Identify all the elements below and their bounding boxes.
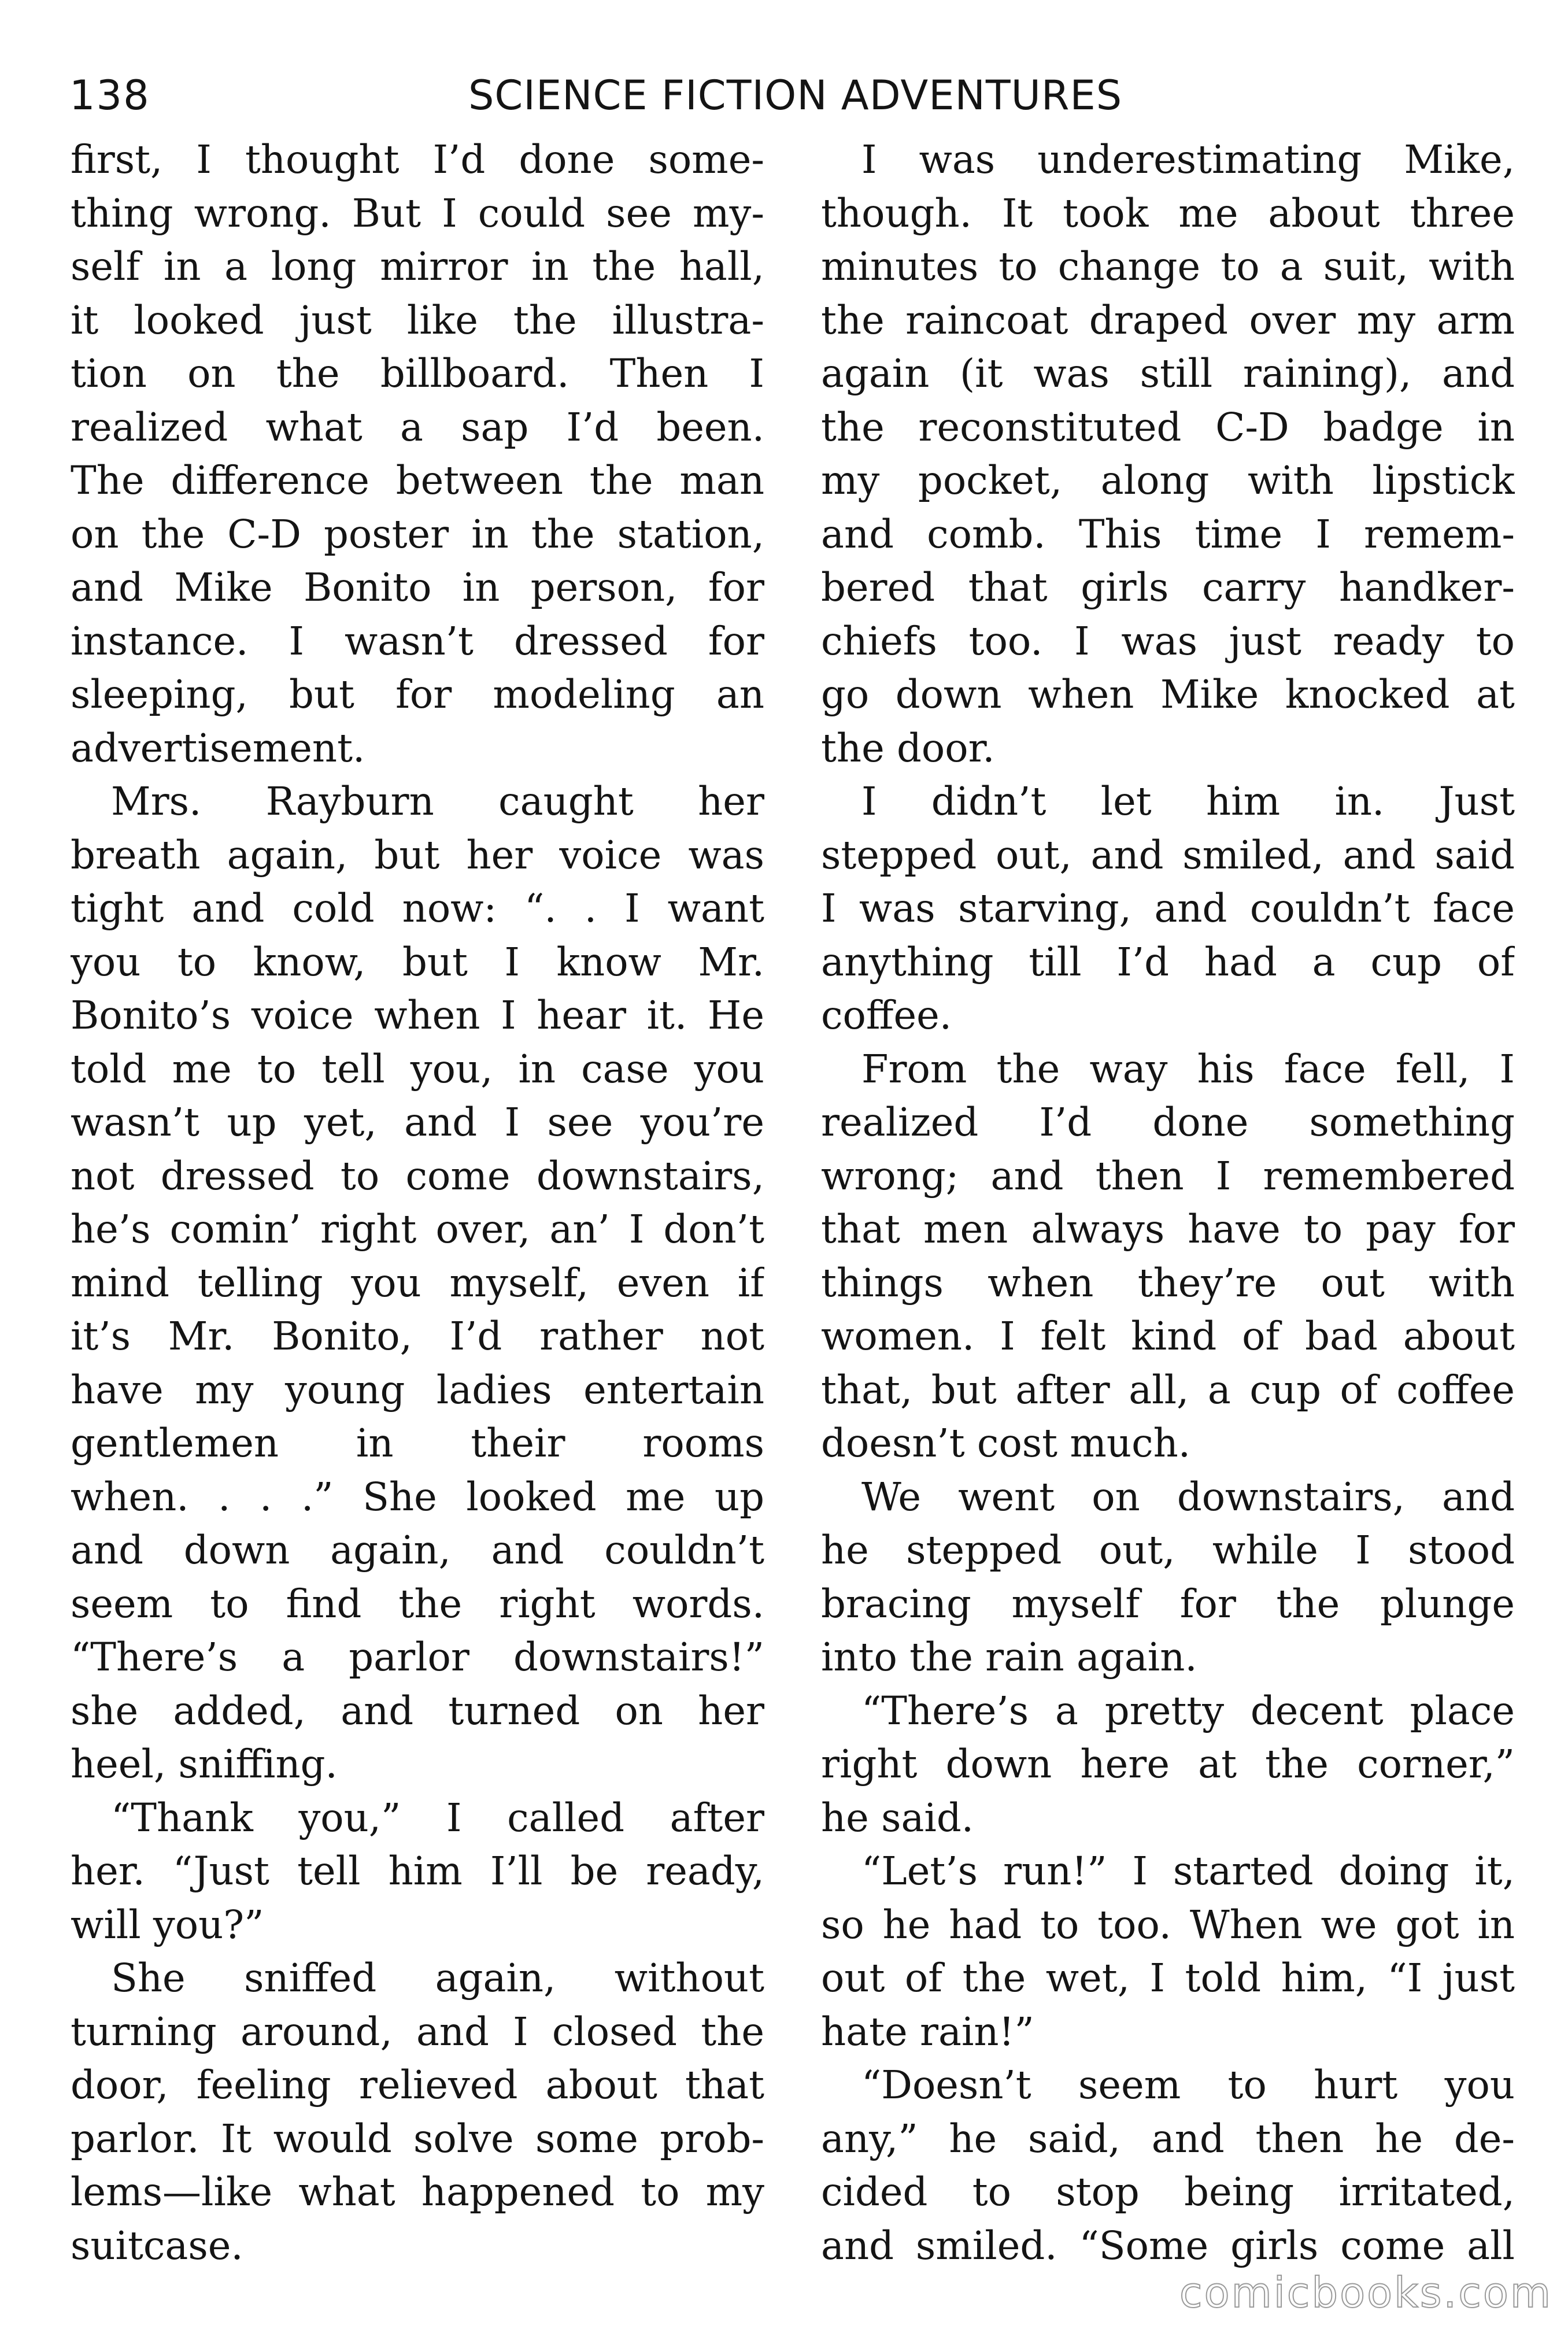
text-line: things when they’re out with (821, 1260, 1515, 1306)
text-line: hate rain!” (821, 2009, 1034, 2054)
text-line: sleeping, but for modeling an (71, 672, 764, 717)
text-line: “Thank you,” I called after (111, 1795, 764, 1840)
text-line: chiefs too. I was just ready to (821, 618, 1515, 664)
text-line: my pocket, along with lipstick (821, 458, 1515, 503)
text-line: I was underestimating Mike, (861, 137, 1515, 182)
running-title: SCIENCE FICTION ADVENTURES (468, 72, 1123, 119)
text-line: doesn’t cost much. (821, 1421, 1191, 1466)
text-line: I was starving, and couldn’t face (821, 886, 1515, 931)
text-line: the raincoat draped over my arm (821, 297, 1515, 343)
left-text-column (71, 133, 764, 2272)
text-line: any,” he said, and then he de- (821, 2116, 1515, 2161)
text-line: coffee. (821, 993, 952, 1038)
text-line: go down when Mike knocked at (821, 672, 1515, 717)
text-line: Bonito’s voice when I hear it. He (71, 993, 764, 1038)
text-line: you to know, but I know Mr. (71, 939, 764, 985)
text-line: it looked just like the illustra- (71, 297, 764, 343)
text-line: heel, sniffing. (71, 1742, 338, 1787)
text-line: bered that girls carry handker- (821, 565, 1515, 610)
text-line: We went on downstairs, and (861, 1474, 1515, 1520)
text-line: out of the wet, I told him, “I just (821, 1955, 1515, 2001)
text-line: into the rain again. (821, 1635, 1197, 1680)
text-line: he stepped out, while I stood (821, 1528, 1515, 1573)
text-line: advertisement. (71, 725, 365, 771)
text-line: turning around, and I closed the (71, 2009, 764, 2054)
text-line: gentlemen in their rooms (71, 1421, 764, 1466)
text-line: “There’s a pretty decent place (861, 1688, 1515, 1733)
text-line: and Mike Bonito in person, for (71, 565, 764, 610)
text-line: he said. (821, 1795, 974, 1840)
text-line: door, feeling relieved about that (71, 2062, 764, 2108)
right-text-column (821, 133, 1515, 2272)
text-line: the door. (821, 725, 995, 771)
text-line: thing wrong. But I could see my- (71, 190, 764, 236)
text-line: anything till I’d had a cup of (821, 939, 1515, 985)
text-line: lems—like what happened to my (71, 2169, 764, 2215)
text-line: told me to tell you, in case you (71, 1046, 764, 1092)
text-line: not dressed to come downstairs, (71, 1153, 764, 1199)
text-line: I didn’t let him in. Just (861, 779, 1515, 824)
text-line: seem to find the right words. (71, 1581, 764, 1626)
text-line: and smiled. “Some girls come all (821, 2223, 1515, 2268)
text-line: first, I thought I’d done some- (71, 137, 764, 182)
text-line: her. “Just tell him I’ll be ready, (71, 1849, 764, 1894)
text-line: breath again, but her voice was (71, 832, 764, 878)
page-number: 138 (69, 72, 150, 119)
text-line: Mrs. Rayburn caught her (111, 779, 764, 824)
text-line: realized what a sap I’d been. (71, 404, 764, 450)
text-line: wrong; and then I remembered (821, 1153, 1515, 1199)
text-line: tion on the billboard. Then I (71, 351, 764, 396)
text-line: he’s comin’ right over, an’ I don’t (71, 1207, 764, 1252)
text-line: though. It took me about three (821, 190, 1515, 236)
text-line: will you?” (71, 1902, 264, 1947)
text-line: parlor. It would solve some prob- (71, 2116, 764, 2161)
text-line: “Let’s run!” I started doing it, (861, 1849, 1515, 1894)
text-line: she added, and turned on her (71, 1688, 764, 1733)
text-line: right down here at the corner,” (821, 1742, 1515, 1787)
text-line: suitcase. (71, 2223, 243, 2268)
text-line: that, but after all, a cup of coffee (821, 1367, 1515, 1413)
text-line: “Doesn’t seem to hurt you (861, 2062, 1515, 2108)
text-line: and down again, and couldn’t (71, 1528, 764, 1573)
text-line: wasn’t up yet, and I see you’re (71, 1100, 764, 1145)
text-line: it’s Mr. Bonito, I’d rather not (71, 1314, 764, 1359)
text-line: the reconstituted C-D badge in (821, 404, 1515, 450)
text-line: stepped out, and smiled, and said (821, 832, 1515, 878)
text-line: mind telling you myself, even if (71, 1260, 764, 1306)
page-header (69, 64, 1515, 127)
text-line: so he had to too. When we got in (821, 1902, 1515, 1947)
text-line: From the way his face fell, I (861, 1046, 1515, 1092)
text-line: tight and cold now: “. . I want (71, 886, 764, 931)
text-line: instance. I wasn’t dressed for (71, 618, 764, 664)
text-line: women. I felt kind of bad about (821, 1314, 1515, 1359)
text-line: realized I’d done something (821, 1100, 1515, 1145)
text-line: that men always have to pay for (821, 1207, 1515, 1252)
watermark: comicbooks.com (1179, 2268, 1553, 2317)
text-line: on the C-D poster in the station, (71, 511, 764, 557)
text-line: when. . . .” She looked me up (71, 1474, 764, 1520)
text-line: and comb. This time I remem- (821, 511, 1515, 557)
text-line: bracing myself for the plunge (821, 1581, 1515, 1626)
text-line: again (it was still raining), and (821, 351, 1515, 396)
text-line: have my young ladies entertain (71, 1367, 764, 1413)
text-line: minutes to change to a suit, with (821, 244, 1515, 289)
text-line: “There’s a parlor downstairs!” (71, 1635, 764, 1680)
text-line: self in a long mirror in the hall, (71, 244, 764, 289)
text-line: cided to stop being irritated, (821, 2169, 1515, 2215)
text-line: She sniffed again, without (111, 1955, 764, 2001)
text-line: The difference between the man (71, 458, 764, 503)
